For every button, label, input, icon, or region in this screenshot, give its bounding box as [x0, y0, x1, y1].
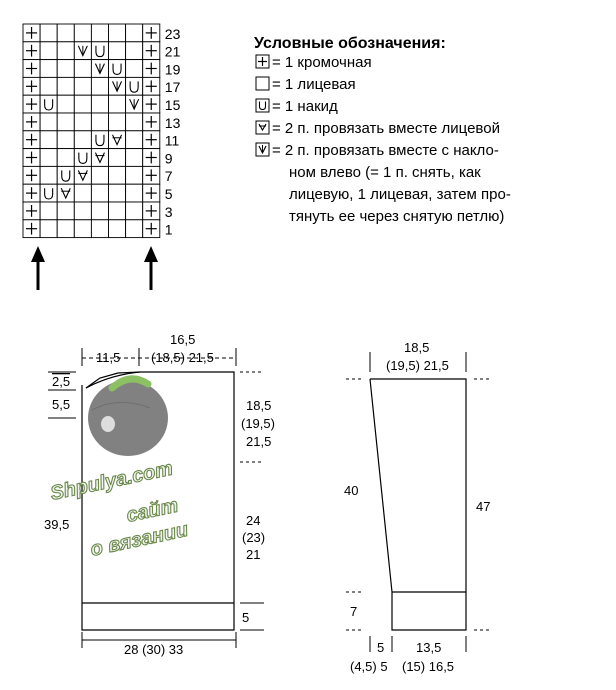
knit-stitch-icon [74, 220, 91, 238]
sleeve-bottom-right-a: 13,5 [416, 640, 442, 655]
edge-stitch-icon [143, 77, 160, 95]
knit-stitch-icon [57, 95, 74, 113]
knit-stitch-icon [91, 113, 108, 131]
knit-stitch-icon [40, 131, 57, 149]
knit-stitch-icon [57, 220, 74, 238]
chart-row-number: 23 [164, 25, 181, 42]
chart-start-arrow-right [144, 246, 158, 290]
knit-stitch-icon [126, 220, 143, 238]
chart-row-number: 5 [164, 186, 173, 202]
chart-row-number: 9 [164, 150, 173, 167]
sleeve-top-a: 18,5 [404, 340, 430, 355]
legend-item-k2tog: = 2 п. провязать вместе лицевой [272, 120, 500, 137]
edge-stitch-icon [143, 60, 160, 78]
body-neck-width-b: (18,5) 21,5 [151, 350, 214, 365]
knit-stitch-icon [74, 131, 91, 149]
yarn-over-icon [74, 149, 91, 167]
sleeve-left-length: 40 [344, 483, 359, 498]
edge-stitch-icon [23, 95, 40, 113]
knit-stitch-icon [57, 202, 74, 220]
knit-stitch-icon [91, 166, 108, 184]
edge-stitch-icon [23, 220, 40, 238]
edge-stitch-icon [23, 166, 40, 184]
edge-stitch-icon [143, 95, 160, 113]
knit-stitch-icon [74, 60, 91, 78]
body-armhole-a: 18,5 [246, 398, 272, 413]
yarn-over-icon [126, 77, 143, 95]
chart-row-number: 13 [164, 114, 181, 131]
edge-stitch-icon [256, 55, 269, 68]
chart-row-number: 15 [164, 97, 181, 113]
edge-stitch-icon [23, 60, 40, 78]
sleeve-top-b: (19,5) 21,5 [386, 358, 449, 373]
body-neck-depth: 5,5 [52, 397, 71, 412]
knit-stitch-icon [91, 220, 108, 238]
knit-stitch-icon [74, 202, 91, 220]
legend [254, 35, 511, 225]
legend-item-ssk-2: ном влево (= 1 п. снять, как [289, 164, 481, 181]
edge-stitch-icon [143, 202, 160, 220]
knit-stitch-icon [74, 113, 91, 131]
edge-stitch-icon [23, 113, 40, 131]
sleeve-right-length: 47 [476, 499, 491, 514]
chart-start-arrow-left [31, 246, 45, 290]
knit-stitch-icon [40, 202, 57, 220]
knit-stitch-icon [109, 95, 126, 113]
knit-stitch-icon [57, 42, 74, 60]
knit-stitch-icon [91, 95, 108, 113]
knit-stitch-icon [109, 42, 126, 60]
knit-stitch-icon [109, 113, 126, 131]
body-neck-width-a: 16,5 [170, 332, 196, 347]
knit-stitch-icon [74, 95, 91, 113]
edge-stitch-icon [143, 166, 160, 184]
legend-item-knit: = 1 лицевая [272, 76, 356, 93]
knit-stitch-icon [74, 77, 91, 95]
ssk-icon [109, 131, 126, 149]
k2tog-icon [91, 60, 108, 78]
chart-row-number: 11 [164, 132, 180, 149]
knit-stitch-icon [91, 77, 108, 95]
watermark-line3: о вязании [88, 518, 191, 561]
yarn-over-icon [91, 42, 108, 60]
knit-stitch-icon [40, 60, 57, 78]
chart-row-number: 7 [164, 168, 173, 185]
knit-stitch-icon [57, 131, 74, 149]
k2tog-icon [256, 121, 269, 134]
knit-stitch-icon [109, 149, 126, 167]
chart-row-number: 19 [164, 61, 181, 78]
ssk-icon [256, 143, 269, 156]
legend-item-yarn-over: = 1 накид [272, 98, 338, 115]
edge-stitch-icon [23, 131, 40, 149]
edge-stitch-icon [143, 131, 160, 149]
knit-stitch-icon [40, 113, 57, 131]
edge-stitch-icon [143, 149, 160, 167]
ssk-icon [74, 166, 91, 184]
knit-stitch-icon [109, 24, 126, 42]
sleeve-dimension-lines [346, 352, 492, 652]
edge-stitch-icon [23, 42, 40, 60]
yarn-over-icon [40, 95, 57, 113]
edge-stitch-icon [143, 220, 160, 238]
chart-row-number: 1 [164, 221, 173, 238]
watermark-text [48, 457, 190, 560]
yarn-over-icon [57, 166, 74, 184]
legend-item-ssk-3: лицевую, 1 лицевая, затем про- [289, 186, 511, 203]
knit-stitch-icon [40, 166, 57, 184]
knit-stitch-icon [57, 149, 74, 167]
yarn-over-icon [40, 184, 57, 202]
edge-stitch-icon [23, 24, 40, 42]
body-shoulder-drop: 2,5 [52, 374, 71, 389]
knit-stitch-icon [40, 24, 57, 42]
knit-stitch-icon [40, 77, 57, 95]
knit-stitch-icon [57, 113, 74, 131]
edge-stitch-icon [143, 113, 160, 131]
body-side-right-a: 24 [246, 513, 261, 528]
knit-stitch-icon [126, 24, 143, 42]
knit-stitch-icon [109, 166, 126, 184]
knit-stitch-icon [126, 184, 143, 202]
edge-stitch-icon [143, 24, 160, 42]
yarn-over-icon [91, 131, 108, 149]
body-bottom-width: 28 (30) 33 [124, 642, 184, 657]
edge-stitch-icon [143, 42, 160, 60]
body-armhole-c: 21,5 [246, 434, 272, 449]
knit-stitch-icon [40, 149, 57, 167]
knit-stitch-icon [126, 42, 143, 60]
chart-row-number: 17 [164, 79, 181, 96]
knit-stitch-icon [40, 220, 57, 238]
edge-stitch-icon [143, 184, 160, 202]
sleeve-piece-schematic [370, 379, 466, 630]
edge-stitch-icon [23, 149, 40, 167]
sleeve-bottom-right-b: (15) 16,5 [402, 659, 455, 674]
knit-stitch-icon [126, 166, 143, 184]
knit-stitch-icon [126, 131, 143, 149]
body-side-right-b: (23) [242, 530, 266, 545]
knit-stitch-icon [256, 77, 269, 90]
knit-stitch-icon [91, 202, 108, 220]
knit-stitch-icon [40, 42, 57, 60]
edge-stitch-icon [23, 202, 40, 220]
knit-stitch-icon [126, 149, 143, 167]
k2tog-icon [126, 95, 143, 113]
stitch-chart [23, 24, 160, 238]
knit-stitch-icon [126, 113, 143, 131]
k2tog-icon [109, 77, 126, 95]
body-side-length: 39,5 [44, 517, 70, 532]
watermark-line2: сайт [124, 494, 181, 527]
knit-stitch-icon [109, 184, 126, 202]
knit-stitch-icon [109, 202, 126, 220]
yarn-over-icon [256, 99, 269, 112]
chart-row-numbers [165, 26, 181, 238]
legend-item-ssk-4: тянуть ее через снятую петлю) [289, 208, 505, 225]
edge-stitch-icon [23, 77, 40, 95]
yarn-over-icon [109, 60, 126, 78]
knit-stitch-icon [57, 60, 74, 78]
knit-stitch-icon [57, 24, 74, 42]
knit-stitch-icon [91, 184, 108, 202]
ssk-icon [57, 184, 74, 202]
body-top-left-width: 11,5 [96, 350, 121, 365]
knit-stitch-icon [126, 60, 143, 78]
legend-item-ssk-1: = 2 п. провязать вместе с накло- [272, 142, 499, 159]
sleeve-bottom-left-b: (4,5) 5 [350, 659, 388, 674]
sleeve-cuff: 7 [350, 604, 358, 619]
legend-title: Условные обозначения: [254, 35, 446, 52]
watermark-line1: Shpulya.com [48, 457, 175, 505]
body-rib-height: 5 [242, 610, 250, 625]
ssk-icon [91, 149, 108, 167]
knit-stitch-icon [91, 24, 108, 42]
body-side-right-c: 21 [246, 547, 261, 562]
knit-stitch-icon [126, 202, 143, 220]
knit-stitch-icon [74, 24, 91, 42]
k2tog-icon [74, 42, 91, 60]
legend-item-edge: = 1 кромочная [272, 54, 372, 71]
chart-row-number: 3 [164, 203, 173, 220]
knit-stitch-icon [74, 184, 91, 202]
knit-stitch-icon [57, 77, 74, 95]
knit-stitch-icon [109, 220, 126, 238]
edge-stitch-icon [23, 184, 40, 202]
body-armhole-b: (19,5) [241, 416, 275, 431]
sleeve-bottom-left-a: 5 [377, 640, 385, 655]
chart-row-number: 21 [164, 43, 181, 60]
watermark-logo [88, 379, 168, 456]
